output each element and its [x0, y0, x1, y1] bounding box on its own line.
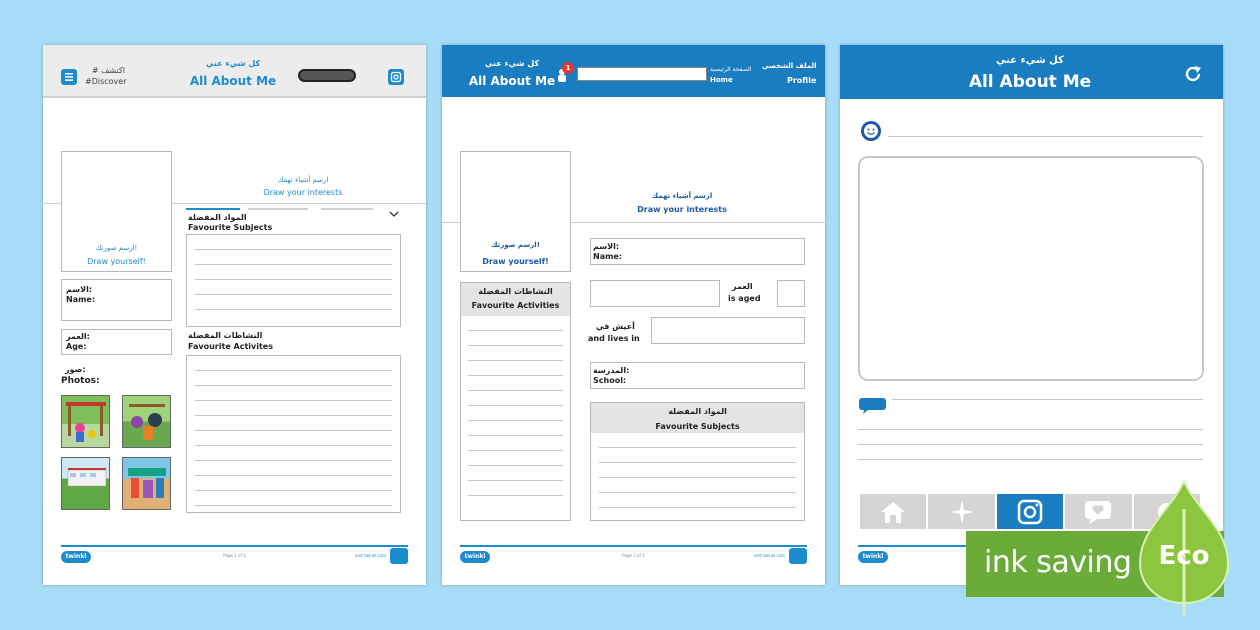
photo-app-header — [840, 45, 1223, 99]
photo-frame[interactable] — [858, 156, 1204, 381]
draw-yourself-ar: ارسم صورتك! — [95, 244, 138, 252]
username-line — [888, 136, 1203, 137]
name-label-ar: الاسم: — [66, 285, 93, 294]
smiley-icon — [860, 120, 882, 146]
photo-park — [122, 395, 171, 448]
page-number: Page 1 of 3 — [223, 553, 246, 558]
title-en: All About Me — [189, 74, 277, 88]
draw-interests-ar: ارسم أشياء تهمك — [651, 192, 713, 200]
visit-link: visit twinkl.com — [753, 553, 785, 558]
age-label-ar: العمر: — [66, 332, 90, 341]
menu-icon — [61, 69, 77, 85]
draw-yourself-en: Draw yourself! — [482, 257, 549, 266]
tab-indicator-1 — [186, 208, 240, 210]
worksheet-page-2 — [442, 45, 825, 585]
subjects-label-en: Favourite Subjects — [188, 223, 273, 232]
home-link[interactable]: Home — [710, 76, 733, 84]
notification-badge: 1 — [562, 62, 574, 74]
photo-school — [61, 457, 110, 510]
age-value-field[interactable] — [777, 280, 805, 307]
lives-field[interactable] — [651, 317, 805, 344]
activities-label-en: Favourite Activities — [471, 301, 560, 310]
tab-indicator-2 — [248, 208, 308, 210]
eco-label: Eco — [1158, 541, 1210, 571]
discover-en: #Discover — [85, 77, 127, 86]
page-number: Page 2 of 3 — [622, 553, 645, 558]
draw-yourself-box[interactable] — [460, 151, 571, 272]
twinkl-logo: twinkl — [460, 551, 490, 563]
draw-yourself-en: Draw yourself! — [87, 257, 146, 266]
age-label-en: is aged — [728, 294, 761, 303]
photos-label-en: Photos: — [61, 376, 100, 386]
title-en: All About Me — [968, 72, 1092, 92]
camera-icon — [388, 69, 404, 85]
badge-icon — [390, 548, 408, 564]
activities-label-ar: النشاطات المفضلة — [188, 331, 263, 340]
speaker-pill-icon — [298, 69, 356, 82]
name-label-en: Name: — [66, 295, 96, 304]
lives-label-ar: أعيش في — [596, 322, 635, 331]
worksheet-page-1 — [43, 45, 426, 585]
lives-label-en: and lives in — [588, 334, 640, 343]
age-field[interactable] — [61, 329, 172, 355]
discover-header — [43, 45, 426, 98]
age-field[interactable] — [590, 280, 720, 307]
tab-indicator-3 — [321, 208, 373, 210]
twinkl-logo: twinkl — [61, 551, 91, 563]
subjects-box[interactable] — [186, 234, 401, 327]
discover-ar: # اكتشف — [91, 66, 125, 75]
school-label-ar: المدرسة: — [593, 366, 630, 375]
name-label-en: Name: — [593, 252, 623, 261]
draw-interests-en: Draw your interests — [637, 205, 727, 214]
photos-label-ar: صور: — [65, 365, 86, 374]
nav-home[interactable] — [860, 494, 928, 529]
age-label-en: Age: — [66, 342, 87, 351]
school-label-en: School: — [593, 376, 627, 385]
search-input[interactable] — [577, 67, 707, 81]
draw-interests-en: Draw your interests — [263, 188, 343, 197]
subjects-box[interactable] — [590, 402, 805, 521]
eco-leaf-icon — [1136, 479, 1232, 621]
profile-label-ar: الملف الشخصي — [762, 62, 817, 70]
refresh-icon[interactable] — [1182, 63, 1204, 89]
compass-icon — [948, 498, 976, 526]
activities-label-ar: النشاطات المفضلة — [478, 287, 553, 296]
home-icon — [879, 499, 907, 525]
title-ar: كل شيء عني — [484, 59, 540, 68]
visit-link: visit twinkl.com — [354, 553, 386, 558]
nav-likes[interactable] — [1065, 494, 1133, 529]
discover-label — [85, 65, 127, 87]
home-label-ar: الصفحة الرئيسية — [710, 66, 752, 73]
photo-playground — [61, 395, 110, 448]
profile-link[interactable]: Profile — [787, 76, 817, 85]
camera-icon — [1016, 498, 1044, 526]
footer-line — [61, 545, 408, 547]
draw-yourself-box[interactable] — [61, 151, 172, 272]
activities-box[interactable] — [186, 355, 401, 513]
photo-market — [122, 457, 171, 510]
heart-speech-icon — [1083, 499, 1113, 525]
title-en: All About Me — [468, 74, 556, 88]
draw-interests-ar: ارسم أشياء تهمك — [277, 176, 329, 184]
footer-line — [460, 545, 807, 547]
age-label-ar: العمر — [732, 282, 753, 291]
title-ar: كل شيء عني — [205, 59, 261, 68]
badge-icon — [789, 548, 807, 564]
chevron-down-icon[interactable] — [389, 203, 399, 222]
activities-label-en: Favourite Activites — [188, 342, 273, 351]
subjects-label-en: Favourite Subjects — [655, 422, 740, 431]
nav-camera[interactable] — [997, 494, 1065, 529]
ink-saving-label: ink saving — [984, 545, 1132, 580]
activities-box[interactable] — [460, 282, 571, 521]
name-field[interactable] — [590, 238, 805, 265]
twinkl-logo: twinkl — [858, 551, 888, 563]
social-header — [442, 45, 825, 97]
subjects-label-ar: المواد المفضلة — [188, 213, 247, 222]
title-ar: كل شيء عني — [996, 55, 1064, 66]
name-label-ar: الاسم: — [593, 242, 620, 251]
name-field[interactable] — [61, 279, 172, 321]
draw-yourself-ar: ارسم صورتك! — [491, 241, 540, 249]
subjects-label-ar: المواد المفضلة — [668, 407, 727, 416]
nav-explore[interactable] — [928, 494, 996, 529]
school-field[interactable] — [590, 362, 805, 389]
